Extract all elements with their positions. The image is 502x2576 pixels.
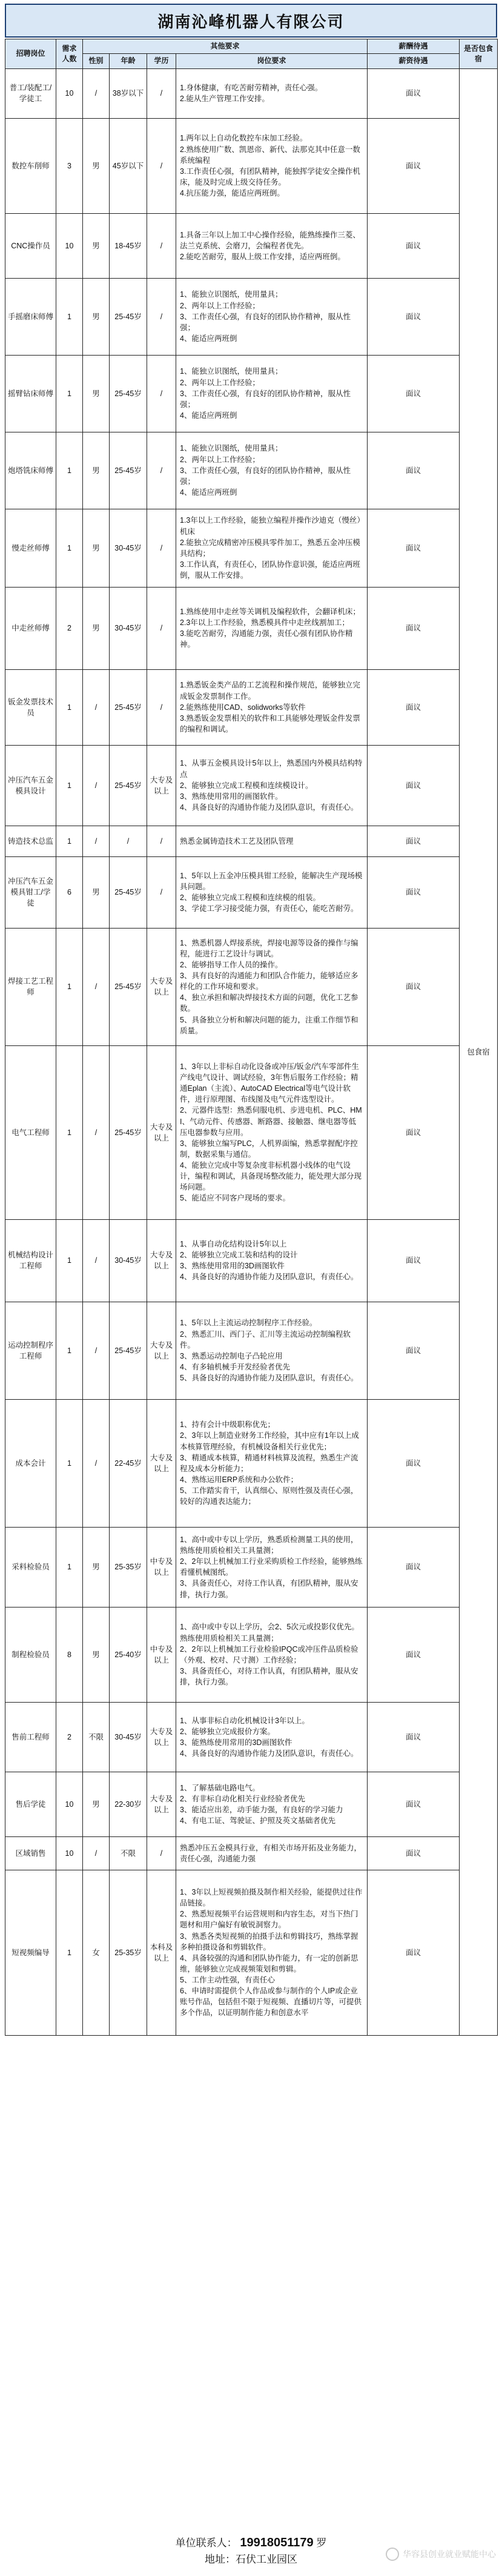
requirements-cell: 1、能独立识图纸，使用量具； 2、两年以上工作经验； 3、工作责任心强，有良好的团队协作精神，服从性强； 4、能适应两班倒 [176,355,368,432]
age-cell: 25-45岁 [110,278,147,355]
header-age: 年龄 [110,54,147,68]
salary-cell: 面议 [368,928,460,1045]
salary-cell: 面议 [368,1527,460,1607]
gender-cell: 男 [83,856,110,928]
salary-cell: 面议 [368,669,460,745]
education-cell: 大专及以上 [147,928,176,1045]
education-cell: / [147,213,176,278]
requirements-cell: 1、能独立识图纸，使用量具； 2、两年以上工作经验； 3、工作责任心强，有良好的团队协作精神，服从性强； 4、能适应两班倒 [176,278,368,355]
age-cell: 25-35岁 [110,1527,147,1607]
gender-cell: 男 [83,355,110,432]
requirements-cell: 1、高中或中专以上学历，会2、5次元或投影仪优先。熟练使用质检相关工具量测； 2、2年以上机械加工行业检验IPQC或冲压件品质检验（外观、校对、尺寸测）工作经验； 3、具备责任心，对待工作认真，有团队精神，服从安排，执行力强。 [176,1607,368,1702]
job-row [5,826,498,856]
job-title-cell: 手摇磨床师傅 [5,278,56,355]
job-row [5,669,498,745]
age-cell: 不限 [110,1836,147,1870]
gender-cell: 女 [83,1870,110,2035]
education-cell: 大专及以上 [147,745,176,826]
job-row [5,1527,498,1607]
requirements-cell: 1、持有会计中级职称优先； 2、3年以上制造业财务工作经验，其中应有1年以上成本核算管理经验，有机械设备相关行业优先； 3、精通成本核算，精通材料核算及流程，熟悉生产流程及成本分析能力； 4、熟练运用ERP系统和办公软件； 5、工作踏实肯干，认真细心、原则性强及责任心强，较好的沟通表达能力； [176,1399,368,1527]
job-row [5,1219,498,1302]
age-cell: 25-45岁 [110,432,147,509]
job-title-cell: 数控车削师 [5,118,56,213]
job-title-cell: 钣金发票技术员 [5,669,56,745]
contact-phone: 19918051179 [240,2536,314,2550]
header-gender: 性别 [83,54,110,68]
job-title-cell: 采料检验员 [5,1527,56,1607]
age-cell: 25-45岁 [110,745,147,826]
job-row [5,1399,498,1527]
header-req: 岗位要求 [176,54,368,68]
job-row [5,355,498,432]
gender-cell: / [83,1836,110,1870]
requirements-cell: 1、了解基础电路电气。 2、有非标自动化相关行业经验者优先 3、能适应出差，动手能力强，有良好的学习能力 4、有电工证、驾驶证、护照及英文基础者优先 [176,1772,368,1836]
salary-cell: 面议 [368,213,460,278]
contact-name: 罗 [316,2537,327,2549]
job-title-cell: 焊接工艺工程师 [5,928,56,1045]
salary-cell: 面议 [368,118,460,213]
age-cell: 25-45岁 [110,669,147,745]
salary-cell: 面议 [368,1219,460,1302]
education-cell: / [147,587,176,669]
gender-cell: 不限 [83,1702,110,1772]
headcount-cell: 10 [56,68,83,118]
job-row [5,928,498,1045]
age-cell: 18-45岁 [110,213,147,278]
salary-cell: 面议 [368,745,460,826]
salary-cell: 面议 [368,432,460,509]
header-salary: 薪资待遇 [368,54,460,68]
job-row [5,1702,498,1772]
requirements-cell: 1.两年以上自动化数控车床加工经验。 2.熟练使用广数、凯恩帝、新代、法那克其中任意一数系统编程 3.工作责任心强，有团队精神，能独挥学徒安全操作机床，能及时完成上级交待任务。 4.抗压能力强，能适应两班倒。 [176,118,368,213]
age-cell: 30-45岁 [110,587,147,669]
header-edu: 学历 [147,54,176,68]
requirements-cell: 1.身体健康，有吃苦耐劳精神，责任心强。 2.能从生产管理工作安排。 [176,68,368,118]
job-title-cell: 中走丝师傅 [5,587,56,669]
requirements-cell: 1、从事自动化结构设计5年以上 2、能够独立完成工装和结构的设计 3、熟练使用常用的3D画图软件 4、具备良好的沟通协作能力及团队意识，有责任心。 [176,1219,368,1302]
headcount-cell: 1 [56,278,83,355]
job-title-cell: 冲压汽车五金模具设计 [5,745,56,826]
salary-cell: 面议 [368,1607,460,1702]
headcount-cell: 1 [56,509,83,587]
age-cell: 45岁以下 [110,118,147,213]
job-row [5,432,498,509]
headcount-cell: 1 [56,1870,83,2035]
job-title-cell: CNC操作员 [5,213,56,278]
requirements-cell: 1、从事非标自动化机械设计3年以上。 2、能够独立完成报价方案。 3、能熟练使用常用的3D画图软件 4、具备良好的沟通协作能力及团队意识，有责任心。 [176,1702,368,1772]
headcount-cell: 2 [56,587,83,669]
age-cell: 25-45岁 [110,355,147,432]
header-job: 招聘岗位 [5,39,56,69]
jobs-table [5,39,498,2036]
salary-cell: 面议 [368,587,460,669]
board-cell: 包食宿 [460,68,498,2035]
job-row [5,278,498,355]
salary-cell: 面议 [368,826,460,856]
age-cell: 38岁以下 [110,68,147,118]
education-cell: / [147,278,176,355]
age-cell: 25-45岁 [110,1302,147,1399]
education-cell: 中专及以上 [147,1527,176,1607]
age-cell: 22-45岁 [110,1399,147,1527]
headcount-cell: 1 [56,1045,83,1219]
headcount-cell: 8 [56,1607,83,1702]
education-cell: 大专及以上 [147,1772,176,1836]
gender-cell: / [83,745,110,826]
education-cell: 本科及以上 [147,1870,176,2035]
headcount-cell: 1 [56,1302,83,1399]
education-cell: / [147,432,176,509]
gender-cell: / [83,1045,110,1219]
gender-cell: 男 [83,432,110,509]
age-cell: / [110,826,147,856]
requirements-cell: 1、5年以上五金冲压模具钳工经验，能解决生产现场模具问题。 2、能够独立完成工程模和连续模的组装。 3、学徒工学习接受能力强，有责任心，能吃苦耐劳。 [176,856,368,928]
headcount-cell: 1 [56,1399,83,1527]
headcount-cell: 1 [56,669,83,745]
headcount-cell: 2 [56,1702,83,1772]
education-cell: / [147,68,176,118]
job-title-cell: 短视频编导 [5,1870,56,2035]
salary-cell: 面议 [368,1836,460,1870]
requirements-cell: 熟悉冲压五金模具行业，有相关市场开拓及业务能力，责任心强，沟通能力强 [176,1836,368,1870]
job-row [5,1302,498,1399]
watermark-logo-icon [386,2548,399,2561]
gender-cell: / [83,928,110,1045]
gender-cell: 男 [83,509,110,587]
headcount-cell: 10 [56,1836,83,1870]
age-cell: 30-45岁 [110,1702,147,1772]
job-title-cell: 炮塔铣床师傅 [5,432,56,509]
headcount-cell: 1 [56,1219,83,1302]
education-cell: 大专及以上 [147,1302,176,1399]
job-row [5,745,498,826]
watermark-text: 华容县创业就业赋能中心 [403,2549,496,2559]
education-cell: / [147,1836,176,1870]
job-row [5,587,498,669]
salary-cell: 面议 [368,68,460,118]
education-cell: 大专及以上 [147,1399,176,1527]
gender-cell: / [83,1219,110,1302]
requirements-cell: 1、3年以上短视频拍摄及制作相关经验，能提供过往作品链接。 2、熟悉短视频平台运营规则和内容生态，对当下热门题材和用户偏好有敏锐洞察力。 3、熟悉各类短视频的拍摄手法和剪辑技巧，熟练掌握多种拍摄设备和剪辑软件。 4、具备较强的沟通和团队协作能力，有一定的创新思维，能够独立完成视频策划和剪辑。 5、工作主动性强，有责任心 6、申请时需提供个人作品或参与制作的个人IP或企业账号作品，包括但不限于短视频、直播切片等，可提供多个作品，以证明制作能力和创意水平 [176,1870,368,2035]
job-title-cell: 区域销售 [5,1836,56,1870]
job-row [5,118,498,213]
education-cell: 中专及以上 [147,1607,176,1702]
job-title-cell: 摇臂钻床师傅 [5,355,56,432]
contact-label: 单位联系人： [175,2537,237,2549]
gender-cell: / [83,1302,110,1399]
job-title-cell: 普工/装配工/学徒工 [5,68,56,118]
headcount-cell: 10 [56,1772,83,1836]
gender-cell: 男 [83,1607,110,1702]
job-title-cell: 售后学徒 [5,1772,56,1836]
headcount-cell: 1 [56,1527,83,1607]
requirements-cell: 1、能独立识图纸，使用量具； 2、两年以上工作经验； 3、工作责任心强，有良好的团队协作精神，服从性强； 4、能适应两班倒 [176,432,368,509]
salary-cell: 面议 [368,355,460,432]
gender-cell: 男 [83,1772,110,1836]
requirements-cell: 1、熟悉机器人焊接系统，焊接电源等设备的操作与编程，能进行工艺设计与调试。 2、能够指导工作人员的操作。 3、具有良好的沟通能力和团队合作能力，能够适应多样化的工作环境和要求。 4、独立承担和解决焊接技术方面的问题，优化工艺参数。 5、具备独立分析和解决问题的能力，注重工作细节和质量。 [176,928,368,1045]
job-row [5,856,498,928]
job-row [5,1870,498,2035]
headcount-cell: 1 [56,745,83,826]
salary-cell: 面议 [368,509,460,587]
header-board: 是否包食宿 [460,39,498,69]
education-cell: / [147,856,176,928]
headcount-cell: 1 [56,432,83,509]
age-cell: 25-45岁 [110,856,147,928]
job-row [5,1836,498,1870]
education-cell: / [147,118,176,213]
education-cell: 大专及以上 [147,1702,176,1772]
headcount-cell: 1 [56,355,83,432]
age-cell: 25-40岁 [110,1607,147,1702]
job-row [5,68,498,118]
job-title-cell: 运动控制程序工程师 [5,1302,56,1399]
salary-cell: 面议 [368,1302,460,1399]
headcount-cell: 6 [56,856,83,928]
age-cell: 30-45岁 [110,1219,147,1302]
job-title-cell: 慢走丝师傅 [5,509,56,587]
salary-cell: 面议 [368,1870,460,2035]
table-body [5,68,498,2035]
headcount-cell: 1 [56,928,83,1045]
requirements-cell: 1.熟悉钣金类产品的工艺流程和操作规范，能够独立完成钣金发票制作工作。 2.能熟练使用CAD、solidworks等软件 3.熟悉钣金发票相关的软件和工具能够处理钣金件发票的编程和调试。 [176,669,368,745]
headcount-cell: 10 [56,213,83,278]
job-row [5,1045,498,1219]
requirements-cell: 1、从事五金模具设计5年以上，熟悉国内外模具结构特点 2、能够独立完成工程模和连续模设计。 3、熟练使用常用的画图软件。 4、具备良好的沟通协作能力及团队意识，有责任心。 [176,745,368,826]
company-title: 湖南沁峰机器人有限公司 [5,4,497,38]
education-cell: 大专及以上 [147,1219,176,1302]
age-cell: 25-45岁 [110,1045,147,1219]
job-row [5,213,498,278]
salary-cell: 面议 [368,278,460,355]
salary-cell: 面议 [368,1772,460,1836]
header-other-group: 其他要求 [83,39,368,54]
salary-cell: 面议 [368,1702,460,1772]
education-cell: / [147,669,176,745]
job-title-cell: 冲压汽车五金模具钳工/学徒 [5,856,56,928]
requirements-cell: 1.具备三年以上加工中心操作经验，能熟练操作三菱、法兰克系统、会磨刀，会编程者优先。 2.能吃苦耐劳，服从上级工作安排，适应两班倒。 [176,213,368,278]
gender-cell: 男 [83,213,110,278]
job-title-cell: 制程检验员 [5,1607,56,1702]
table-header [5,39,498,69]
age-cell: 25-45岁 [110,928,147,1045]
age-cell: 22-30岁 [110,1772,147,1836]
gender-cell: / [83,1399,110,1527]
headcount-cell: 3 [56,118,83,213]
age-cell: 30-45岁 [110,509,147,587]
education-cell: / [147,509,176,587]
job-row [5,509,498,587]
requirements-cell: 1.3年以上工作经验，能独立编程并操作沙迪克（慢丝）机床 2.能独立完成精密冲压模具零件加工，熟悉五金冲压模具结构； 3.工作认真，有责任心，团队协作意识强，能适应两班倒，服从工作安排。 [176,509,368,587]
gender-cell: 男 [83,1527,110,1607]
education-cell: / [147,355,176,432]
gender-cell: 男 [83,587,110,669]
education-cell: / [147,826,176,856]
job-title-cell: 成本会计 [5,1399,56,1527]
age-cell: 25-35岁 [110,1870,147,2035]
headcount-cell: 1 [56,826,83,856]
gender-cell: / [83,68,110,118]
job-title-cell: 售前工程师 [5,1702,56,1772]
job-title-cell: 机械结构设计工程师 [5,1219,56,1302]
requirements-cell: 熟悉金属铸造技术工艺及团队管理 [176,826,368,856]
gender-cell: / [83,669,110,745]
watermark [386,2548,496,2561]
job-title-cell: 铸造技术总监 [5,826,56,856]
requirements-cell: 1、5年以上主流运动控制程序工作经验。 2、熟悉汇川、西门子、汇川等主流运动控制编程软件。 3、熟悉运动控制电子凸轮应用 4、有多轴机械手开发经验者优先 5、具备良好的沟通协作能力及团队意识，有责任心。 [176,1302,368,1399]
requirements-cell: 1.熟练使用中走丝等关调机及编程软件，会翻译机床； 2.3年以上工作经验，熟悉模具件中走丝线割加工； 3.能吃苦耐劳，沟通能力强，责任心强有团队协作精神。 [176,587,368,669]
education-cell: 大专及以上 [147,1045,176,1219]
salary-cell: 面议 [368,856,460,928]
gender-cell: 男 [83,278,110,355]
address-line: 地址：石伏工业园区 [205,2554,297,2566]
gender-cell: 男 [83,118,110,213]
header-count: 需求人数 [56,39,83,69]
salary-cell: 面议 [368,1399,460,1527]
requirements-cell: 1、高中或中专以上学历，熟悉质检测量工具的使用，熟练使用质检相关工具量测； 2、2年以上机械加工行业采购质检工作经验，能够熟练看懂机械图纸。 3、具备责任心，对待工作认真，有团队精神，服从安排，执行力强。 [176,1527,368,1607]
header-salary-group: 薪酬待遇 [368,39,460,54]
gender-cell: / [83,826,110,856]
requirements-cell: 1、3年以上非标自动化设备或冲压/钣金/汽车零部件生产线电气设计、调试经验，3年售后服务工作经验；精通Eplan（主流）、AutoCAD Electrical等电气设计软件，进行原理图、布线图及电气元件选型设计。 2、元器件选型：熟悉伺服电机、步进电机、PLC、HMI、气动元件、传感器、断路器、接触器、继电器等低压电器参数与应用。 3、能够独立编写PLC，人机界面编，熟悉掌握配序控制，数据采集与通信。 4、能独立完成中等复杂度非标机器小线体的电气设计，编程和调试，具备现场整改能力，能处理大部分现场问题。 5、能适应不同客户现场的要求。 [176,1045,368,1219]
salary-cell: 面议 [368,1045,460,1219]
job-title-cell: 电气工程师 [5,1045,56,1219]
job-row [5,1772,498,1836]
job-row [5,1607,498,1702]
contact-line [176,2534,327,2552]
